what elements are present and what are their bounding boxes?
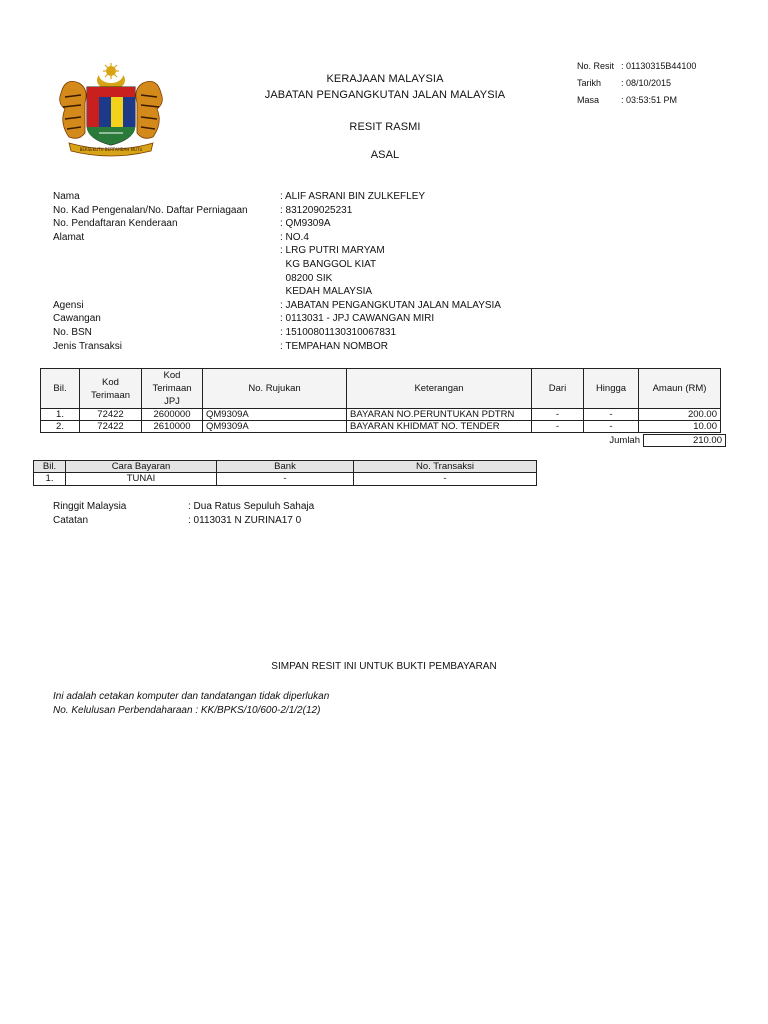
cell-kod: 72422 bbox=[80, 421, 142, 433]
total-label: Jumlah bbox=[609, 435, 640, 446]
col-header-bank: Bank bbox=[217, 461, 354, 473]
cell-bank: - bbox=[217, 473, 354, 486]
receipt-meta bbox=[577, 58, 696, 109]
info-value: : TEMPAHAN NOMBOR bbox=[280, 340, 388, 352]
cell-rujukan: QM9309A bbox=[203, 409, 347, 421]
info-value: : 0113031 - JPJ CAWANGAN MIRI bbox=[280, 313, 435, 325]
info-label bbox=[53, 285, 280, 299]
meta-value: : 08/10/2015 bbox=[621, 78, 672, 88]
info-label: Agensi bbox=[53, 299, 84, 311]
col-header-no-transaksi: No. Transaksi bbox=[354, 461, 537, 473]
cell-hingga: - bbox=[584, 421, 639, 433]
cell-bil: 1. bbox=[34, 473, 66, 486]
svg-text:BERSEKUTU BERTAMBAH MUTU: BERSEKUTU BERTAMBAH MUTU bbox=[79, 147, 143, 152]
info-row bbox=[53, 217, 501, 231]
jpj-line: Terimaan bbox=[152, 383, 192, 394]
info-value: : 831209025231 bbox=[280, 204, 353, 216]
receipt-title: RESIT RASMI bbox=[349, 121, 421, 133]
info-row bbox=[53, 272, 501, 286]
cell-bil: 1. bbox=[41, 409, 80, 421]
meta-value: : 03:53:51 PM bbox=[621, 95, 678, 105]
info-value: : JABATAN PENGANGKUTAN JALAN MALAYSIA bbox=[280, 299, 501, 311]
payment-table bbox=[33, 460, 537, 486]
customer-info bbox=[53, 190, 501, 353]
col-header-kod-jpj bbox=[142, 369, 203, 409]
info-row bbox=[53, 299, 501, 313]
notes-row bbox=[53, 514, 314, 528]
keep-receipt-note: SIMPAN RESIT INI UNTUK BUKTI PEMBAYARAN bbox=[271, 661, 497, 672]
cell-cara-bayaran: TUNAI bbox=[66, 473, 217, 486]
total-row bbox=[597, 434, 726, 447]
info-value: : 15100801130310067831 bbox=[280, 326, 397, 338]
meta-row-receipt-no bbox=[577, 58, 696, 75]
cell-hingga: - bbox=[584, 409, 639, 421]
meta-label: Masa bbox=[577, 95, 600, 105]
cell-bil: 2. bbox=[41, 421, 80, 433]
cell-amaun: 200.00 bbox=[639, 409, 721, 421]
total-value: 210.00 bbox=[644, 435, 726, 447]
info-label bbox=[53, 244, 280, 258]
info-row bbox=[53, 190, 501, 204]
department-title: JABATAN PENGANGKUTAN JALAN MALAYSIA bbox=[264, 89, 506, 101]
meta-value: : 01130315B44100 bbox=[621, 61, 697, 71]
cell-dari: - bbox=[532, 409, 584, 421]
transactions-table bbox=[40, 368, 721, 433]
info-label: No. Kad Pengenalan/No. Daftar Perniagaan bbox=[53, 204, 248, 216]
treasury-approval-no: No. Kelulusan Perbendaharaan : KK/BPKS/10/600-2/1/2(12) bbox=[53, 705, 321, 716]
info-row bbox=[53, 326, 501, 340]
amount-summary bbox=[53, 500, 314, 528]
meta-row-date bbox=[577, 75, 696, 92]
info-label: Jenis Transaksi bbox=[53, 340, 122, 352]
info-value: : QM9309A bbox=[280, 218, 331, 230]
info-value: KG BANGGOL KIAT bbox=[280, 258, 377, 270]
table-row bbox=[41, 409, 721, 421]
info-label: No. Pendaftaran Kenderaan bbox=[53, 218, 178, 230]
info-value: 08200 SIK bbox=[280, 272, 333, 284]
info-row bbox=[53, 258, 501, 272]
header-titles bbox=[250, 72, 520, 162]
cell-jpj: 2610000 bbox=[142, 421, 203, 433]
info-row bbox=[53, 340, 501, 354]
copy-type: ASAL bbox=[370, 149, 400, 161]
info-row bbox=[53, 285, 501, 299]
meta-label: Tarikh bbox=[577, 78, 602, 88]
info-label: Nama bbox=[53, 191, 80, 202]
cell-keterangan: BAYARAN KHIDMAT NO. TENDER bbox=[347, 421, 532, 433]
info-value: : ALIF ASRANI BIN ZULKEFLEY bbox=[280, 191, 426, 202]
amount-row bbox=[53, 500, 314, 514]
ringgit-label: Ringgit Malaysia bbox=[53, 501, 127, 512]
col-header-cara-bayaran: Cara Bayaran bbox=[66, 461, 217, 473]
info-value: : LRG PUTRI MARYAM bbox=[280, 245, 385, 257]
info-value: : NO.4 bbox=[280, 231, 309, 243]
col-header-bil: Bil. bbox=[41, 369, 80, 409]
ringgit-value: : Dua Ratus Sepuluh Sahaja bbox=[188, 501, 315, 512]
footer-notes bbox=[53, 690, 329, 718]
info-row bbox=[53, 312, 501, 326]
catatan-label: Catatan bbox=[53, 515, 89, 526]
info-label bbox=[53, 272, 280, 286]
coat-of-arms-logo bbox=[55, 63, 167, 157]
meta-label: No. Resit bbox=[577, 61, 615, 71]
col-header-bil: Bil. bbox=[34, 461, 66, 473]
cell-rujukan: QM9309A bbox=[203, 421, 347, 433]
government-title: KERAJAAN MALAYSIA bbox=[326, 73, 444, 85]
catatan-value: : 0113031 N ZURINA17 0 bbox=[188, 515, 302, 526]
col-header-kod bbox=[80, 369, 142, 409]
kod-line: Terimaan bbox=[90, 389, 131, 401]
col-header-dari: Dari bbox=[532, 369, 584, 409]
info-row bbox=[53, 204, 501, 218]
table-header-row bbox=[41, 369, 721, 409]
table-row bbox=[34, 473, 537, 486]
table-row bbox=[41, 421, 721, 433]
computer-print-note: Ini adalah cetakan komputer dan tandatangan tidak diperlukan bbox=[53, 691, 330, 702]
cell-dari: - bbox=[532, 421, 584, 433]
info-label: No. BSN bbox=[53, 326, 92, 338]
info-row bbox=[53, 231, 501, 245]
info-label bbox=[53, 258, 280, 272]
info-label: Cawangan bbox=[53, 313, 101, 325]
col-header-hingga: Hingga bbox=[584, 369, 639, 409]
kod-line: Kod bbox=[102, 376, 119, 388]
cell-kod: 72422 bbox=[80, 409, 142, 421]
cell-amaun: 10.00 bbox=[639, 421, 721, 433]
info-label: Alamat bbox=[53, 231, 85, 243]
cell-no-transaksi: - bbox=[354, 473, 537, 486]
col-header-amaun: Amaun (RM) bbox=[639, 369, 721, 409]
meta-row-time bbox=[577, 92, 696, 109]
cell-jpj: 2600000 bbox=[142, 409, 203, 421]
col-header-rujukan: No. Rujukan bbox=[203, 369, 347, 409]
jpj-line: JPJ bbox=[164, 396, 180, 407]
cell-keterangan: BAYARAN NO.PERUNTUKAN PDTRN bbox=[347, 409, 532, 421]
info-row bbox=[53, 244, 501, 258]
jpj-line: Kod bbox=[163, 370, 181, 381]
table-header-row bbox=[34, 461, 537, 473]
info-value: KEDAH MALAYSIA bbox=[280, 286, 373, 298]
col-header-keterangan: Keterangan bbox=[347, 369, 532, 409]
